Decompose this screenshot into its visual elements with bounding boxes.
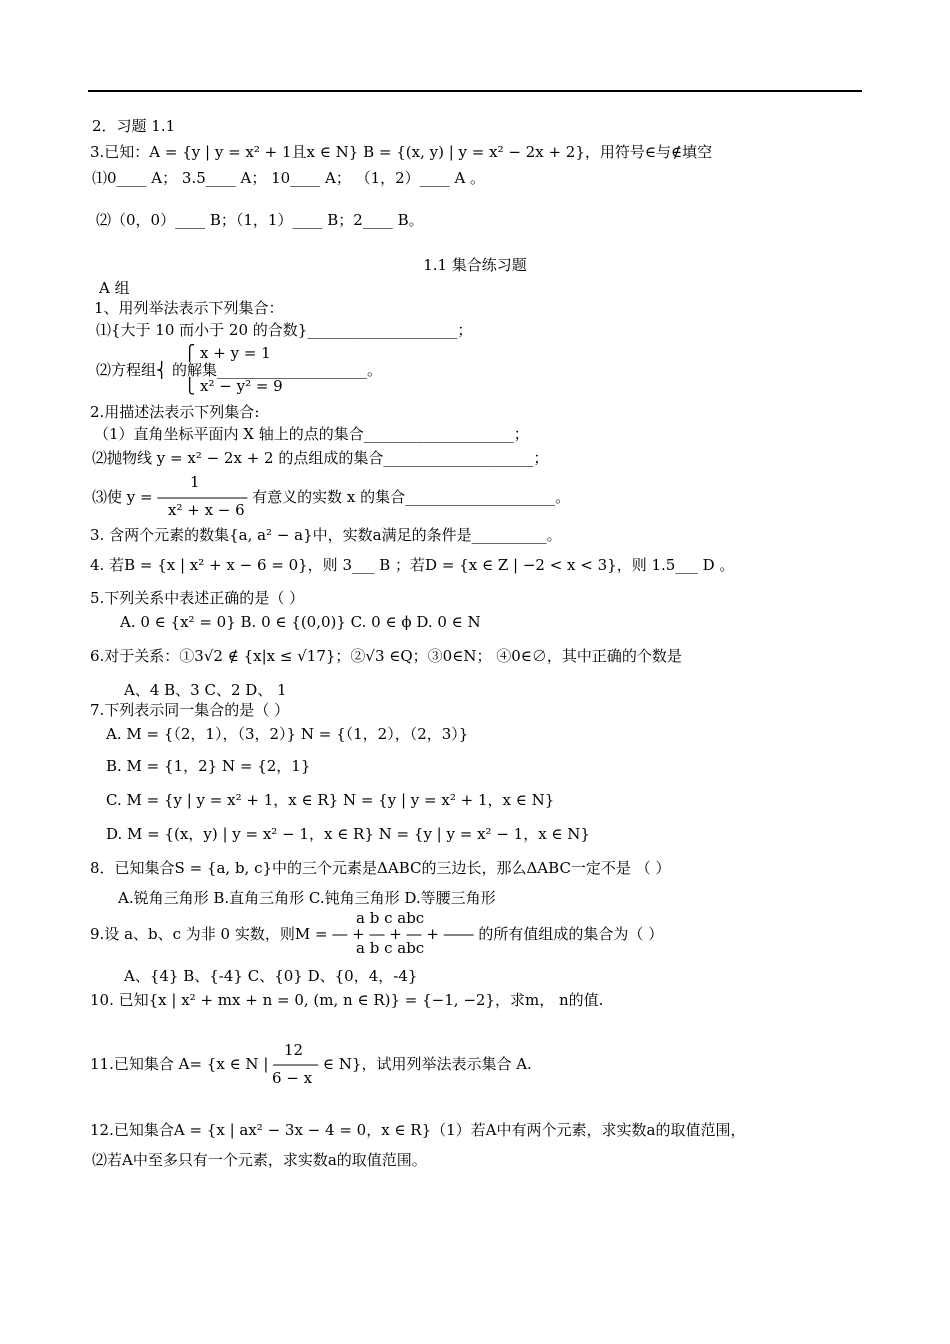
text-line-l11: （1）直角坐标平面内 X 轴上的点的集合____________________； — [94, 425, 529, 443]
text-line-l12: ⑵抛物线 y = x² − 2x + 2 的点组成的集合____________________； — [92, 449, 549, 467]
text-line-l18: 6.对于关系：①3√2 ∉ {x|x ≤ √17}；②√3 ∈Q；③0∈N； ④0∈∅，其中正确的个数是 — [90, 647, 682, 665]
text-line-l02: 3.已知：A = {y | y = x² + 1且x ∈ N} B = {(x, y) | y = x² − 2x + 2}，用符号∈与∉填空 — [90, 143, 713, 161]
text-line-l13a: 1 — [190, 473, 200, 491]
text-line-l31: 12.已知集合A = {x | ax² − 3x − 4 = 0，x ∈ R}（1）若A中有两个元素，求实数a的取值范围， — [90, 1121, 746, 1139]
text-line-l04: ⑵（0，0）____ B；（1，1）____ B；2____ B。 — [96, 211, 424, 229]
text-line-l17: A. 0 ∈ {x² = 0} B. 0 ∈ {(0,0)} C. 0 ∈ ϕ D. 0 ∈ N — [120, 613, 481, 631]
text-line-l16: 5.下列关系中表述正确的是（ ） — [90, 589, 305, 607]
text-line-l10: 2.用描述法表示下列集合: — [90, 403, 260, 421]
text-line-l23: C. M = {y | y = x² + 1，x ∈ R} N = {y | y = x² + 1，x ∈ N} — [106, 791, 555, 809]
text-line-l26: A.锐角三角形 B.直角三角形 C.钝角三角形 D.等腰三角形 — [118, 889, 496, 907]
section-title: 1.1 集合练习题 — [423, 256, 527, 274]
text-line-l27a: a b c abc — [356, 909, 425, 927]
text-line-l28: A、{4} B、{-4} C、{0} D、{0，4，-4} — [124, 967, 418, 985]
text-line-l29: 10. 已知{x | x² + mx + n = 0, (m, n ∈ R)} = {−1, −2}，求m， n的值. — [90, 991, 604, 1009]
text-line-l22: B. M = {1，2} N = {2，1} — [106, 757, 311, 775]
text-line-l20: 7.下列表示同一集合的是（ ） — [90, 701, 290, 719]
text-line-l09a: ⎧ x + y = 1 — [184, 344, 271, 362]
text-line-l19: A、4 B、3 C、2 D、 1 — [124, 681, 287, 699]
header-rule — [88, 90, 862, 92]
text-line-l13b: x² + x − 6 — [168, 501, 245, 519]
text-line-l24: D. M = {(x，y) | y = x² − 1，x ∈ R} N = {y | y = x² − 1，x ∈ N} — [106, 825, 590, 843]
text-line-l30: 11.已知集合 A= {x ∈ N | ――― ∈ N}，试用列举法表示集合 A. — [90, 1055, 532, 1073]
text-line-l27b: a b c abc — [356, 939, 425, 957]
text-line-l27: 9.设 a、b、c 为非 0 实数，则M = ― + ― + ― + ―― 的所有值组成的集合为（ ） — [90, 925, 664, 943]
text-line-l09b: ⎩ x² − y² = 9 — [184, 377, 283, 395]
text-line-l25: 8．已知集合S = {a, b, c}中的三个元素是ΔABC的三边长，那么ΔABC一定不是 （ ） — [90, 859, 671, 877]
text-line-l21: A. M = {（2，1），（3，2）} N = {（1，2），（2，3）} — [106, 725, 469, 743]
text-line-l03: ⑴0____ A； 3.5____ A； 10____ A； （1，2）____ A 。 — [92, 169, 486, 187]
text-line-l13: ⑶使 y = ―――――― 有意义的实数 x 的集合____________________。 — [92, 488, 571, 506]
text-line-l30a: 12 — [284, 1041, 304, 1059]
text-line-l14: 3. 含两个元素的数集{a, a² − a}中，实数a满足的条件是__________。 — [90, 526, 562, 544]
text-line-l15: 4. 若B = {x | x² + x − 6 = 0}，则 3___ B ；若D = {x ∈ Z | −2 < x < 3}，则 1.5___ D 。 — [90, 556, 735, 574]
text-line-l30b: 6 − x — [272, 1069, 313, 1087]
text-line-l07: 1、用列举法表示下列集合： — [94, 299, 284, 317]
text-line-l08: ⑴{大于 10 而小于 20 的合数}____________________； — [96, 321, 473, 339]
text-line-l01: 2．习题 1.1 — [92, 117, 176, 135]
text-line-l06: A 组 — [99, 279, 130, 297]
text-line-l32: ⑵若A中至多只有一个元素，求实数a的取值范围。 — [92, 1151, 427, 1169]
text-line-l09: ⑵方程组⎨ 的解集____________________。 — [96, 361, 383, 379]
